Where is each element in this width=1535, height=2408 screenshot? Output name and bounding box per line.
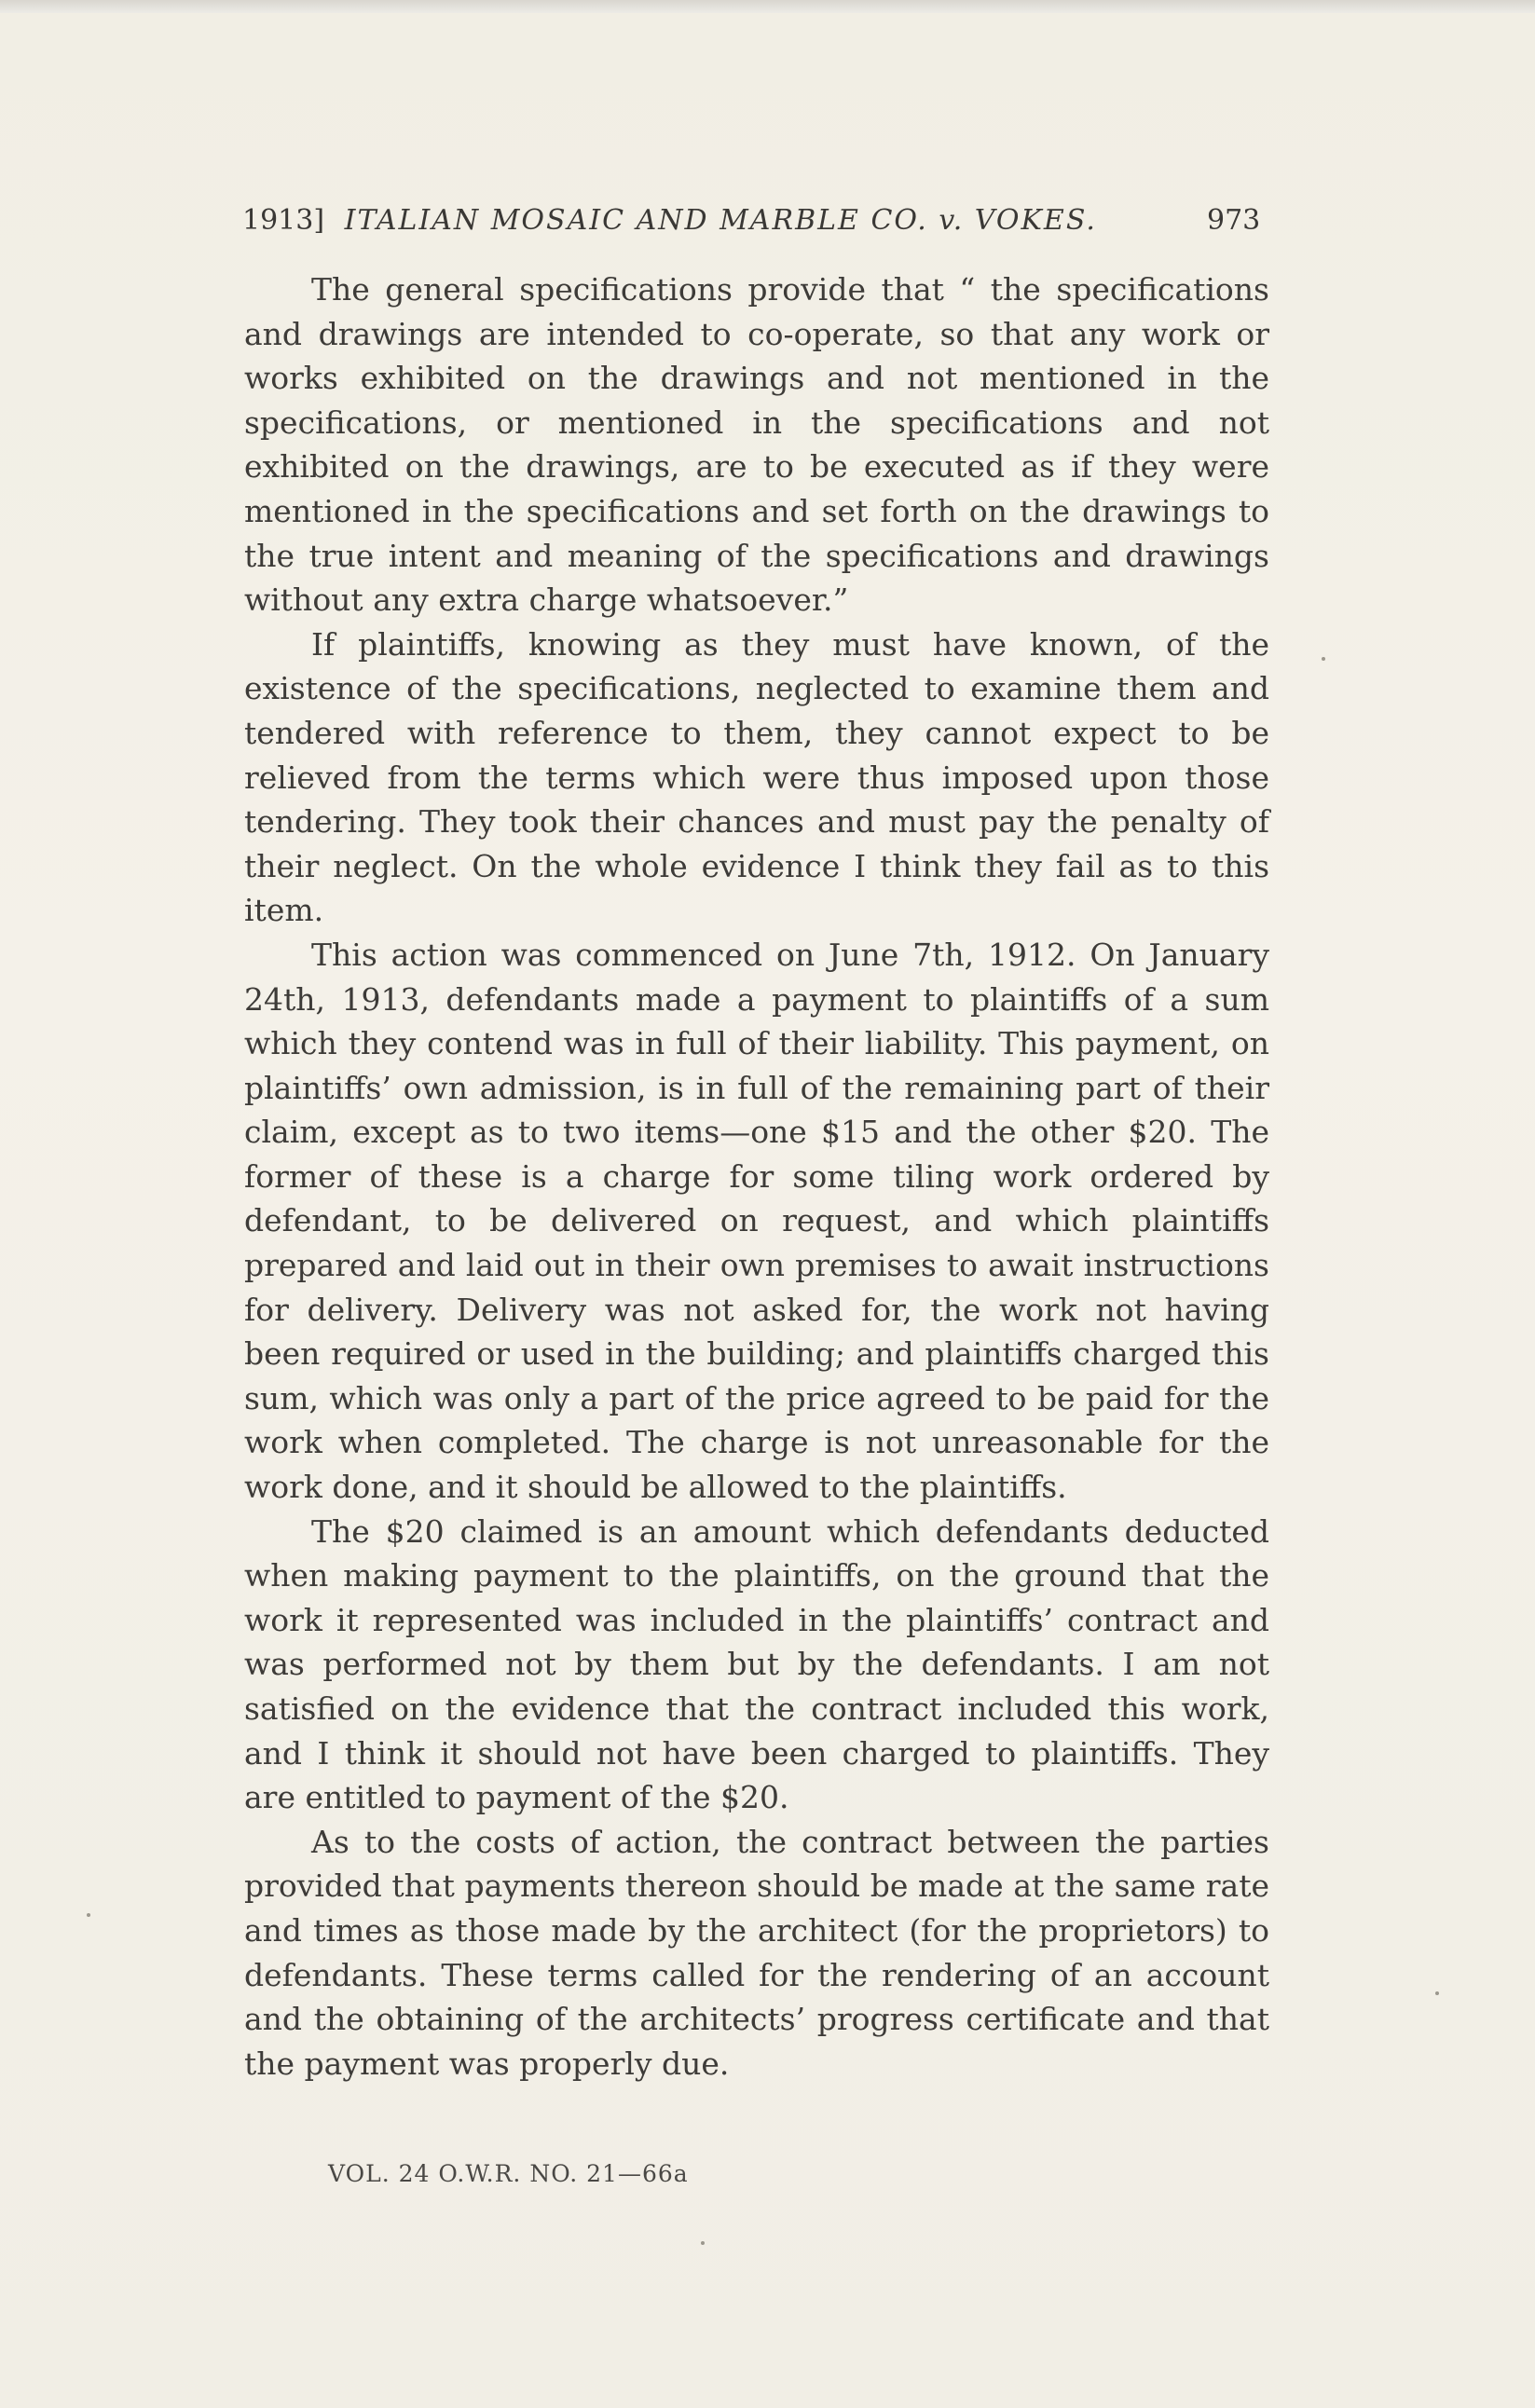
header-case-title: ITALIAN MOSAIC AND MARBLE CO. v. VOKES. <box>344 204 1097 237</box>
paper-speck <box>1322 657 1325 661</box>
paragraph-specifications: The general specifications provide that “ the specifications and drawings are intended to co-operate, so that any work or works exhibited on the drawings and not mentioned in the specifications, or mentioned in the specifications and not exhibited on the drawings, are to be executed as if they were mentioned in the specifications and set forth on the drawings to the true intent and meaning of the specifications and drawings without any extra charge whatsoever.” <box>244 271 1269 619</box>
paragraph-action-commenced: This action was commenced on June 7th, 1912. On January 24th, 1913, defendants made a payment to plaintiffs of a sum which they contend was in full of their liability. This payment, on plaintiffs’ own admission, is in full of the remaining part of their claim, except as to two items—one $15 and the other $20. The former of these is a charge for some tiling work ordered by defendant, to be delivered on request, and which plaintiffs prepared and laid out in their own premises to await instructions for delivery. Delivery was not asked for, the work not having been required or used in the building; and plaintiffs charged this sum, which was only a part of the price agreed to be paid for the work when completed. The charge is not unreasonable for the work done, and it should be allowed to the plaintiffs. <box>244 936 1269 1506</box>
page-body <box>244 267 1269 2086</box>
paper-speck <box>701 2241 705 2245</box>
header-year: 1913] <box>242 204 325 237</box>
volume-footer: VOL. 24 O.W.R. NO. 21—66a <box>328 2160 689 2187</box>
paper-speck <box>1435 1991 1439 1995</box>
paragraph-costs-of-action: As to the costs of action, the contract between the parties provided that payments thereon should be made at the same rate and times as those made by the architect (for the proprietors) to defendants. These terms called for the rendering of an account and the obtaining of the architects’ progress certificate and that the payment was properly due. <box>244 1823 1269 2082</box>
page-top-edge <box>0 0 1535 13</box>
running-header <box>242 198 1268 244</box>
paragraph-plaintiffs-neglect: If plaintiffs, knowing as they must have known, of the existence of the specifications, neglected to examine them and tendered with reference to them, they cannot expect to be relieved from the terms which were thus imposed upon those tendering. They took their chances and must pay the penalty of their neglect. On the whole evidence I think they fail as to this item. <box>244 625 1269 929</box>
paper-speck <box>87 1913 90 1917</box>
page-number: 973 <box>1207 204 1261 237</box>
paragraph-twenty-dollars: The $20 claimed is an amount which defendants deducted when making payment to the plaintiffs, on the ground that the work it represented was included in the plaintiffs’ contract and was performed not by them but by the defendants. I am not satisfied on the evidence that the contract included this work, and I think it should not have been charged to plaintiffs. They are entitled to payment of the $20. <box>244 1512 1269 1816</box>
